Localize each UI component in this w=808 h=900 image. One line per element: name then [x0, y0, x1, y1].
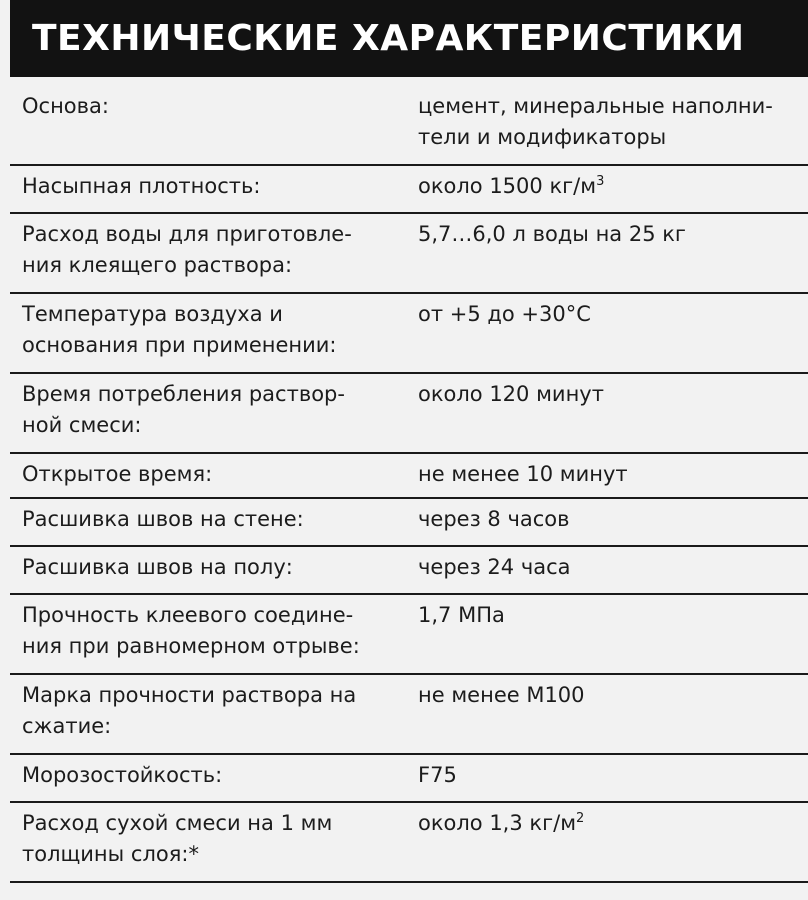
- spec-value: [410, 595, 808, 673]
- spec-value: [410, 547, 808, 593]
- unit-superscript: 2: [576, 811, 585, 826]
- unit-superscript: 3: [596, 174, 605, 189]
- spec-value: [410, 86, 808, 164]
- table-row: [10, 166, 808, 214]
- table-row: [10, 86, 808, 166]
- table-row: [10, 454, 808, 499]
- spec-value-text: около 1500 кг/м: [418, 174, 597, 198]
- spec-value: [410, 454, 808, 497]
- spec-value: [410, 803, 808, 881]
- table-row: [10, 803, 808, 883]
- spec-label: Расшивка швов на полу:: [22, 555, 293, 579]
- spec-label: Открытое время:: [22, 462, 213, 486]
- spec-value-text: F75: [418, 763, 457, 787]
- spec-value: [410, 675, 808, 753]
- spec-value: [410, 755, 808, 801]
- spec-label: Основа:: [22, 94, 109, 118]
- spec-value-text: через 8 часов: [418, 507, 570, 531]
- spec-value: [410, 214, 808, 292]
- spec-label: Насыпная плотность:: [22, 174, 261, 198]
- spec-label: Морозостойкость:: [22, 763, 223, 787]
- spec-table: [10, 86, 808, 883]
- spec-value-text: не менее 10 минут: [418, 462, 628, 486]
- spec-label: Расход сухой смеси на 1 мм толщины слоя:*: [22, 811, 333, 866]
- page-title: ТЕХНИЧЕСКИЕ ХАРАКТЕРИСТИКИ: [32, 18, 745, 59]
- spec-value-text: около 1,3 кг/м: [418, 811, 577, 835]
- table-row: [10, 595, 808, 675]
- table-row: [10, 294, 808, 374]
- spec-value-text: не менее М100: [418, 683, 585, 707]
- table-row: [10, 547, 808, 595]
- spec-label: Температура воздуха и основания при применении:: [22, 302, 337, 357]
- spec-value: [410, 166, 808, 212]
- spec-value-text: 1,7 МПа: [418, 603, 505, 627]
- spec-value: [410, 374, 808, 452]
- table-row: [10, 374, 808, 454]
- spec-label: Время потребления раствор- ной смеси:: [22, 382, 345, 437]
- table-row: [10, 675, 808, 755]
- spec-value: [410, 294, 808, 372]
- spec-label: Расход воды для приготовле- ния клеящего раствора:: [22, 222, 352, 277]
- header-bar: [10, 0, 808, 77]
- spec-label: Прочность клеевого соедине- ния при равномерном отрыве:: [22, 603, 360, 658]
- table-row: [10, 755, 808, 803]
- spec-label: Марка прочности раствора на сжатие:: [22, 683, 357, 738]
- spec-value-text: цемент, минеральные наполни- тели и модификаторы: [418, 94, 773, 149]
- spec-label: Расшивка швов на стене:: [22, 507, 304, 531]
- spec-value-text: через 24 часа: [418, 555, 571, 579]
- spec-value-text: около 120 минут: [418, 382, 604, 406]
- spec-value-text: 5,7…6,0 л воды на 25 кг: [418, 222, 686, 246]
- spec-value: [410, 499, 808, 545]
- table-row: [10, 499, 808, 547]
- spec-value-text: от +5 до +30°С: [418, 302, 591, 326]
- table-row: [10, 214, 808, 294]
